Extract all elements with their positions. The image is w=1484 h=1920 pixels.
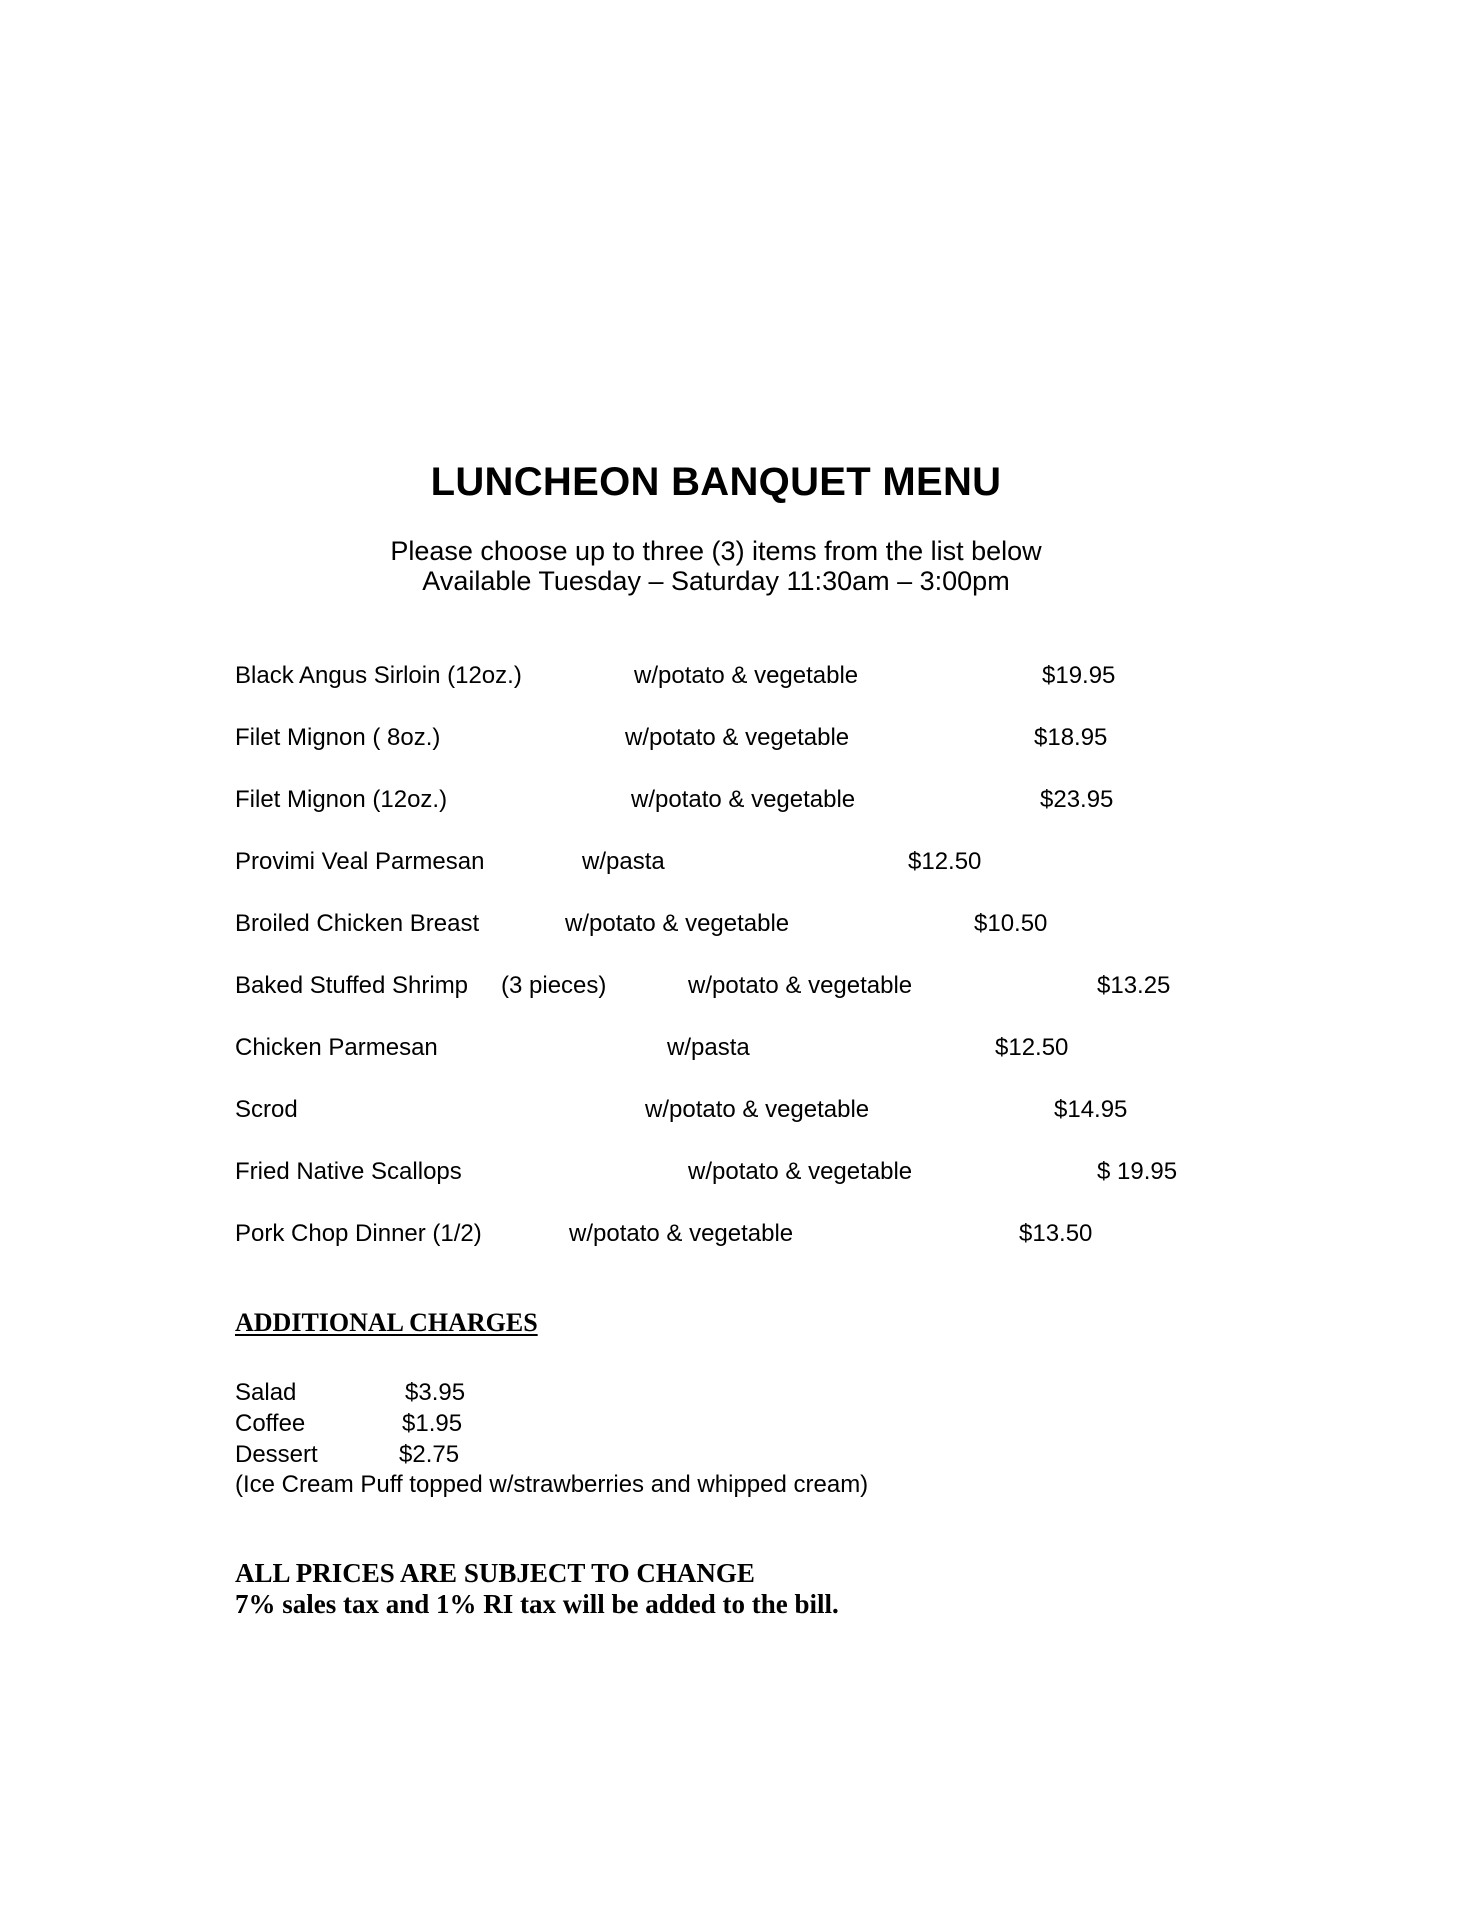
dessert-note: (Ice Cream Puff topped w/strawberries and whipped cream) xyxy=(235,1471,869,1498)
menu-item-side: w/potato & vegetable xyxy=(565,910,790,937)
subtitle-instructions: Please choose up to three (3) items from the list below xyxy=(390,536,1042,566)
menu-item-price: $12.50 xyxy=(995,1034,1069,1061)
menu-item-name: Scrod xyxy=(235,1096,298,1123)
menu-item-price: $12.50 xyxy=(908,848,982,875)
charge-name: Coffee xyxy=(235,1410,306,1437)
menu-item-name: Filet Mignon ( 8oz.) xyxy=(235,724,441,751)
menu-item-detail: (3 pieces) xyxy=(501,972,607,999)
menu-item-price: $13.25 xyxy=(1097,972,1171,999)
menu-item-price: $18.95 xyxy=(1034,724,1108,751)
menu-item-name: Pork Chop Dinner (1/2) xyxy=(235,1220,482,1247)
page-title: LUNCHEON BANQUET MENU xyxy=(430,460,1002,504)
menu-item-side: w/pasta xyxy=(582,848,665,875)
menu-item-side: w/potato & vegetable xyxy=(645,1096,870,1123)
menu-item-name: Black Angus Sirloin (12oz.) xyxy=(235,662,522,689)
menu-item-name: Fried Native Scallops xyxy=(235,1158,462,1185)
menu-item-price: $19.95 xyxy=(1042,662,1116,689)
menu-item-price: $14.95 xyxy=(1054,1096,1128,1123)
menu-item-name: Chicken Parmesan xyxy=(235,1034,438,1061)
subtitle-availability: Available Tuesday – Saturday 11:30am – 3:00pm xyxy=(422,566,1010,596)
charge-name: Dessert xyxy=(235,1441,318,1468)
charge-price: $2.75 xyxy=(399,1441,460,1468)
menu-item-side: w/potato & vegetable xyxy=(569,1220,794,1247)
menu-item-side: w/potato & vegetable xyxy=(634,662,859,689)
menu-item-side: w/potato & vegetable xyxy=(688,1158,913,1185)
charge-price: $1.95 xyxy=(402,1410,463,1437)
menu-item-side: w/potato & vegetable xyxy=(631,786,856,813)
menu-item-price: $ 19.95 xyxy=(1097,1158,1178,1185)
charge-price: $3.95 xyxy=(405,1379,466,1406)
menu-item-side: w/potato & vegetable xyxy=(625,724,850,751)
menu-item-price: $13.50 xyxy=(1019,1220,1093,1247)
menu-item-price: $10.50 xyxy=(974,910,1048,937)
price-change-notice: ALL PRICES ARE SUBJECT TO CHANGE xyxy=(235,1558,755,1588)
additional-charges-heading: ADDITIONAL CHARGES xyxy=(235,1308,538,1337)
menu-item-name: Filet Mignon (12oz.) xyxy=(235,786,448,813)
menu-item-name: Baked Stuffed Shrimp xyxy=(235,972,469,999)
menu-item-price: $23.95 xyxy=(1040,786,1114,813)
charge-name: Salad xyxy=(235,1379,297,1406)
tax-notice: 7% sales tax and 1% RI tax will be added to the bill. xyxy=(235,1589,839,1619)
menu-item-side: w/potato & vegetable xyxy=(688,972,913,999)
menu-item-name: Provimi Veal Parmesan xyxy=(235,848,485,875)
menu-item-name: Broiled Chicken Breast xyxy=(235,910,480,937)
menu-item-side: w/pasta xyxy=(667,1034,750,1061)
